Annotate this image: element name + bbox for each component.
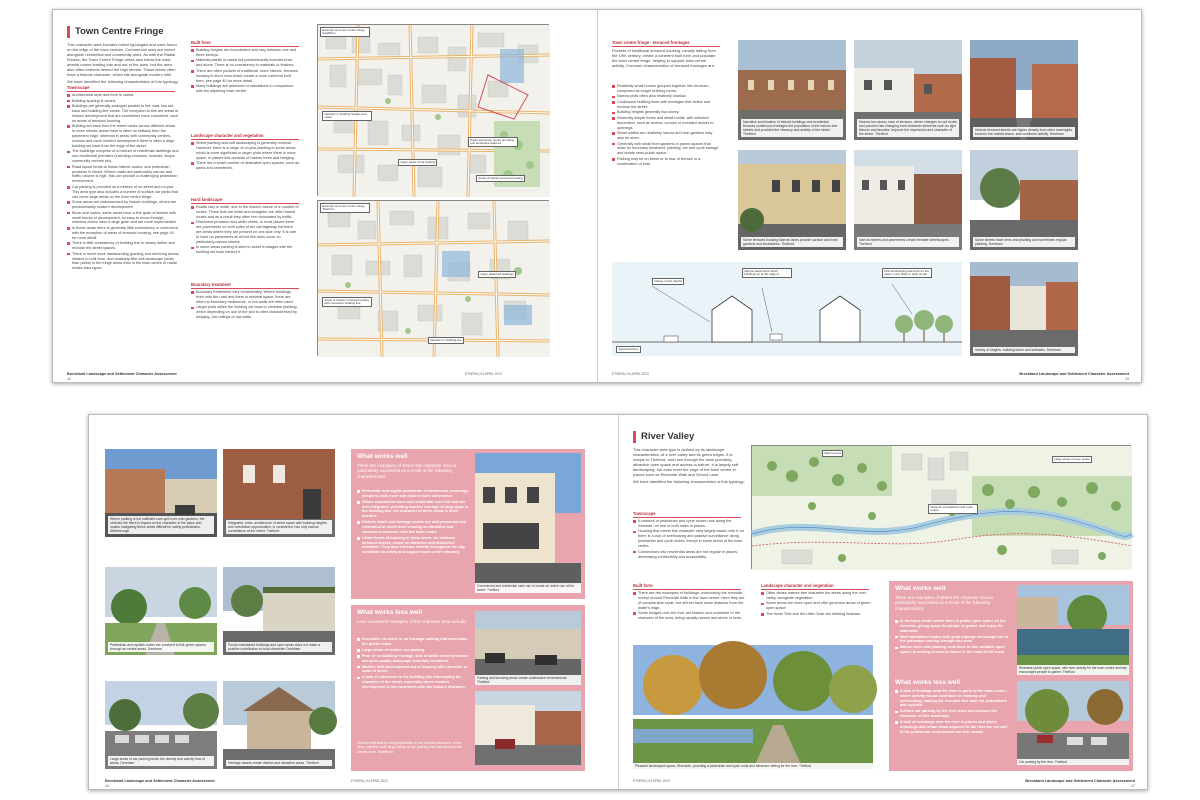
photo-caption: Commercial and residential uses mix to create an active use at the street. Thetford — [475, 583, 581, 593]
spread-2 — [88, 414, 1148, 790]
photo-riverside-path — [633, 645, 873, 769]
terrace-photo-image — [970, 262, 1078, 356]
list-item: There are often pockets of traditional, more historic, terraced housing in short rows which create a more coherent built form, see page 40 for more detail. — [191, 69, 299, 84]
photo-caption: Narrative combination of historic buildings and residential terraces continuous frontages the population of the narrow tree streets and provides the vibrancy and activity of the street. Thetford — [741, 119, 843, 137]
list-item: Building heights are inconsistent and vary between one and three storeys. — [191, 48, 299, 58]
parking-photo-image — [475, 611, 581, 685]
list-item: Continuous building lines with frontages that define and enclose the street. — [612, 100, 720, 110]
infill-photo-image — [475, 691, 581, 765]
page-number: 44 — [105, 784, 109, 788]
list-item: There is little consistency of building line to clearly define and enclose the street spaces. — [67, 241, 179, 251]
page-43 — [598, 10, 1143, 382]
section-heading: Hard landscape — [191, 197, 299, 204]
terrace-photo-image — [970, 150, 1078, 250]
list-item: Many buildings are detached or standalone in comparison with the adjoining town centre. — [191, 84, 299, 94]
list-item: Generally simple forms and detail motifs, with selected decoration, such as arches, cornice or moulded arches to openings. — [612, 116, 720, 131]
photo-terrace-1 — [738, 40, 846, 140]
boundary-list — [191, 290, 299, 340]
map-annotation: Parks and green space providing soft landscape features — [468, 137, 518, 147]
spread-1 — [52, 9, 1142, 383]
page-number: 43 — [1125, 377, 1129, 381]
section-annotation: Few landscaping elements on the street, more likely in back of plot — [882, 268, 932, 278]
terrace-photo-image — [854, 150, 962, 250]
list-item: Street widths are relatively narrow and rear gardens may also be short. — [612, 131, 720, 141]
map-annotation: Network of pedestrian and cycle routes — [928, 504, 978, 514]
map-annotation: Variation in building heights and styles — [322, 111, 372, 121]
photo-caption: Historic terraced streets are higher density from other townsights, found in the market towns, and continues activity. Dereham — [975, 128, 1073, 136]
map-annotation: Large areas of open space — [1052, 456, 1092, 463]
panel-heading: What works well — [357, 453, 408, 460]
intro-text: This character area type is defined by its landscape characteristics, of a river valley and its green edges. It is unique to Thetford, and runs through the town providing attractive open space and access to nature. It is largely soft landscaping, but does meet the edge of the town centre in places such as Riverside Walk and School Lane. — [633, 447, 739, 477]
typical-section-drawing — [612, 262, 962, 356]
photo-caption: Some streets have trees and planting and sometimes regular planting. Dereham — [973, 237, 1075, 247]
photo-caption: Heritage assets create distinct and attractive areas. Thetford — [226, 760, 332, 766]
footer-date: ETHERA | 04 APRIL 2023 — [633, 779, 670, 783]
photo-terrace-7 — [970, 262, 1078, 356]
list-item: There are a small number of dedicated open spaces, such as parks and cemeteries. — [191, 161, 299, 171]
list-item: The rivers Thet and the Little Ouse are defining features. — [761, 612, 873, 617]
list-item: Boundary treatments vary considerably. Where buildings front onto the road and there is minimal space, there are often no boundary treatments, or low walls are often used. — [191, 290, 299, 305]
photo-works-well — [475, 453, 581, 593]
intro-paragraph — [67, 42, 179, 82]
list-item: Poor or no building frontage, lack of active street presence and poor quality landscape boundary treatment. — [357, 654, 469, 664]
map-thetford — [317, 200, 549, 356]
photo-caption: Variety of heights, building forms and setbacks. Dereham — [973, 347, 1075, 353]
section-heading: Boundary treatment — [191, 282, 299, 289]
river-builtform-list — [633, 591, 745, 645]
list-item: Urban forms of housing in these areas, for instance terraced streets, create an attractive and distinctive character. They also increase activity throughout the day, contribute to safety and support town centre vibrancy. — [357, 536, 469, 555]
section-heading: Built form — [191, 40, 299, 47]
section-heading: Landscape character and vegetation — [191, 133, 299, 140]
river-landscape-list — [761, 591, 873, 631]
photo-fringe-6 — [223, 681, 335, 769]
list-item: Material palette is varied but predominantly includes brick and stone. There is no consistency in materials or finishes. — [191, 58, 299, 68]
list-item: Narrow plots often also relatively shallow. — [612, 94, 720, 99]
builtform-list — [191, 48, 299, 128]
terrace-photo-image — [738, 150, 846, 250]
list-item: A network of pedestrian and cycle routes runs along the riverside, on one or both sides in places. — [633, 519, 745, 529]
list-item: Some bridges over the river are historic and contribute to the character of the area, being usually narrow and stone or brick. — [633, 611, 745, 621]
list-item: There are few examples of buildings, overlooking the riverside, except around Riverside Walk in the town centre. Here they are of considerable scale, but still set back some distance from the water's edge. — [633, 591, 745, 611]
section-heading: Townscape — [633, 511, 741, 518]
photo-works-less-1 — [475, 611, 581, 685]
river-works-less-list — [895, 689, 1009, 736]
map-annotation: Large areas of car parking — [398, 159, 437, 166]
footer-title: Breckland Landscape and Settlement Character Assessment — [105, 779, 215, 783]
map-title-label: Example of a town centre fringe, Swaffham — [320, 27, 370, 37]
photo-fringe-3 — [105, 567, 217, 655]
photo-fringe-1 — [105, 449, 217, 537]
section-heading: Landscape character and vegetation — [761, 583, 869, 590]
photo-fringe-4 — [223, 567, 335, 655]
photo-fringe-5 — [105, 681, 217, 769]
photo-terrace-6 — [970, 150, 1078, 250]
list-item: Car parking is provided as a mixture of on-street and on-plot. This area type also includes a number of surface car parks that can cover large areas on the town centre fringe. — [67, 185, 179, 200]
list-item: Modern infill development out of keeping with character or scale of street. — [357, 665, 469, 675]
intro-text: We have identified the following characteristics of this typology: — [633, 479, 745, 484]
page-title: Town Centre Fringe — [67, 26, 164, 38]
photo-terrace-3 — [970, 40, 1078, 140]
list-item: Large areas of surface car parking. — [357, 648, 469, 653]
list-item: Some areas are more open and offer generous areas of green open space. — [761, 601, 873, 611]
list-item: Some areas are characterised by historic buildings, others are predominantly modern development. — [67, 200, 179, 210]
footer-date: ETHERA | 04 APRIL 2023 — [612, 372, 649, 376]
intro-text: We have identified the following characteristics of this typology: — [67, 79, 179, 84]
list-item: Pavement provision and width varies. In most places there are pavements on both sides of the carriageway but there are areas where they are present on one side only. It is rare to have no pavements at all but this does occur on particularly narrow streets. — [191, 220, 299, 245]
photo-caption: Some terraced housing Narrow lanes provide surface and front gardens and boundaries. Thetford — [741, 237, 843, 247]
list-item: Roads vary in width, due to the historic nature of a number of routes. Those that are wider and straighter are often transit routes and as a result they often feel dominated by traffic. — [191, 205, 299, 220]
list-item: Excessive on-street or on frontage parking that dominates the public realm. — [357, 637, 469, 647]
riverside-photo-image — [633, 645, 873, 769]
panel-intro: Less successful examples of this character area include: — [357, 619, 467, 624]
list-item: Often dense mature tree character the areas along the river valley, alongside vegetation. — [761, 591, 873, 601]
list-item: A lack of frontage onto the river in parts of the town centre, where activity would contribute to vibrancy and overlooking, making the riverside feel safer for pedestrians and cyclists. — [895, 689, 1009, 708]
photo-terrace-4 — [738, 150, 846, 250]
map-annotation: Large detached buildings — [478, 271, 516, 278]
list-item: In some areas parking is sited in-street frontages with the building set back behind it. — [191, 245, 299, 255]
list-item: Housing that meets this character area largely backs onto it, so there is a lack of overlooking and passive surveillance along pedestrian and cycle routes, except in some areas of the town centre. — [633, 529, 745, 549]
list-item: A lack of coherence in the building line interrupting the character of the street, especially where modern development is not consistent with the historic character. — [357, 675, 469, 689]
list-item: Building spacing is varied. — [67, 99, 179, 104]
footer-date: ETHERA | 04 APRIL 2023 — [351, 779, 388, 783]
footer-title: Breckland Landscape and Settlement Character Assessment — [1025, 779, 1135, 783]
river-townscape-list — [633, 519, 745, 575]
photo-fringe-2 — [223, 449, 335, 537]
section-heading: Town centre fringe - terraced frontages — [612, 40, 720, 47]
map-title-label: Example of a town centre fringe, Thetford — [320, 203, 370, 213]
terrace-photo-image — [970, 40, 1078, 140]
intro-paragraph — [633, 447, 745, 499]
list-item: Relatively small homes grouped together into terraces - composed as longer building forms. — [612, 84, 720, 94]
photo-caption: Parking and servicing areas create unattractive environments. Thetford — [475, 675, 581, 685]
list-item: The buildings comprise of a mixture of residential dwellings and non-residential premises (including churches, schools, shops, community centres etc). — [67, 149, 179, 164]
photo-terrace-2 — [854, 40, 962, 140]
page-number: 47 — [1131, 784, 1135, 788]
section-annotation: Narrow pavements which buildings sit at the edge of — [742, 268, 792, 278]
list-item: Building heights generally two storey. — [612, 110, 720, 115]
photo-river-open-space — [1017, 585, 1129, 675]
panel-intro: There are examples of where this character area is particularly successful as a result of the following characteristics: — [357, 463, 457, 479]
map-swaffham — [317, 24, 549, 196]
list-item: Street planting and soft landscaping is generally minimal. However, there is a range of on-plot planting in some areas, which is more significant in larger plots where there is more space. In places this consists of mature trees and hedging. — [191, 141, 299, 161]
townscape-list — [67, 93, 179, 365]
photo-caption: Large areas of car parking break the density and activity flow of areas. Dereham — [108, 756, 214, 766]
photo-caption: Pedestrian and cyclists routes are provided to link green spaces through an centre areas. Dereham — [108, 642, 214, 652]
landscape-list — [191, 141, 299, 193]
list-item: Mature trees and planting contribute to this valuable open space, providing access to nature in the heart of the town. — [895, 645, 1009, 655]
map-river-valley — [751, 445, 1131, 569]
photo-caption: Pleasant landscaped space, Riverside, providing a pedestrian and cycle route and attractive setting for the river. Thetford — [633, 763, 873, 769]
river-works-panel — [889, 581, 1133, 771]
footer-title: Breckland Landscape and Settlement Character Assessment — [1019, 372, 1129, 376]
list-item: Buildings are generally arranged parallel to the road, low set-back and building line varies. The exception to this are areas of historic development that are sometimes more consistent, such as areas of terraced housing. — [67, 104, 179, 124]
panel-heading: What works less well — [357, 609, 423, 616]
list-item: Building set back from the street varies across different areas. In more historic areas there is often no setback from the pavement edge, whereas in areas with community centres, schools and more modern development there is often a large building set back from the edge of the street. — [67, 124, 179, 149]
section-heading: Townscape — [67, 85, 175, 92]
list-item: Well maintained routes with good signage encourage use of the pathways running through this area. — [895, 635, 1009, 645]
photo-caption: Where parking is not sufficient cars spill over onto gardens, the vehicles the there is impact on the character of the place and makes navigating these areas difficult for safety pedestrians. Attleborough — [108, 516, 214, 534]
street-photo-image — [475, 453, 581, 585]
photo-river-parking — [1017, 681, 1129, 765]
photo-terrace-5 — [854, 150, 962, 250]
terraced-list — [612, 84, 720, 224]
works-less-panel — [351, 605, 585, 771]
intro-paragraph: Pockets of traditional terraced housing, usually dating from the 19th century, create a coherent built form and populate the town centre fringe, helping to support town centre activity. Common characteristics of terraced frontages are: — [612, 48, 716, 68]
page-number: 42 — [67, 377, 71, 381]
photo-caption: Poorly maintained buildings and open areas does not make a positive contribution to local character. Dereham — [226, 642, 332, 652]
list-item: There is much more hardstanding (parking and servicing areas) relative to built form, and relatively little soft landscape (other than parks) in the fringe areas than in the town centre or radial routes area types. — [67, 252, 179, 272]
photo-caption: Historic two-storey rows of terraces, where changes to roof levels and porches has changing front character elements such as light fixtures and facades. Improve the impression and character of the street. Thetford — [859, 120, 957, 136]
list-item: Larger plots utilise the building set back to increase planting, which depending on use of the plot is often characterised by hedging, low railings or low walls. — [191, 305, 299, 320]
river-works-well-list — [895, 619, 1009, 656]
panel-heading: What works less well — [895, 679, 961, 686]
hard-landscape-list — [191, 205, 299, 275]
section-heading: Built form — [633, 583, 741, 590]
photo-caption: Riverside public open space, with river activity for the town centre amenity encourages people to gather. Thetford — [1017, 665, 1129, 675]
panel-note: Modern infill that is not sympathetic to the historic character of the area, together with large areas of car parking that detract from the streetscene. Swaffham — [357, 741, 462, 754]
photo-caption: Car parking by the river. Thetford — [1017, 759, 1129, 765]
heritage-photo-image — [223, 681, 335, 769]
photo-works-less-2 — [475, 691, 581, 765]
page-title: River Valley — [633, 431, 694, 443]
works-well-panel — [351, 449, 585, 599]
intro-text: This character area includes mixed typologies and uses found on the edge of the town centres. Commercial uses are mixed alongside residential and community uses. As with the Radial Routes, the Town Centre Fringe areas also follow the main arterial routes leading into and out of the town, but the area also often extends behind the high streets. These areas often have a historic character, which sits alongside modern infill. — [67, 42, 177, 77]
list-item: Generally with small front gardens or paved spaces that allow for boundary treatment, planting, bin and cycle storage and create semi-public space. — [612, 142, 720, 157]
river-photo-image — [1017, 585, 1129, 675]
map-annotation: Mature trees — [822, 450, 843, 457]
page-42 — [53, 10, 598, 382]
panel-intro: There are examples of where the character area is particularly successful as a result of the following characteristics: — [895, 595, 994, 611]
page-44 — [89, 415, 619, 789]
list-item: Permeable and legible pedestrian environments encourage people to walk more and make it more convenient. — [357, 489, 469, 499]
map-annotation: Areas of historic terraced housing with consistent building line — [322, 297, 372, 307]
footer-date: ETHERA | 04 APRIL 2023 — [465, 372, 502, 376]
list-item: In the town centre where there is public open space on the riverside, giving space for people to gather and enjoy the waterside. — [895, 619, 1009, 633]
section-annotation: Variety of plot depths — [652, 278, 684, 285]
list-item: Block size varies, some areas have a fine grain of streets with small blocks of development, so easy to move through, whereas others have a large grain and are more impermeable. — [67, 211, 179, 226]
page-47 — [619, 415, 1149, 789]
list-item: Architectural style and form is varied. — [67, 93, 179, 98]
footer-title: Breckland Landscape and Settlement Character Assessment — [67, 372, 177, 376]
photo-caption: Narrow streets and pavements create intimate streetscapes. Thetford — [857, 237, 959, 247]
town-map-graphic — [318, 201, 550, 357]
section-caption: Typical Section — [616, 346, 641, 353]
list-item: Road layout tends to follow historic routes, and pedestrian provision is mixed. Where roads are particularly narrow and traffic volume is high, this can provide a challenging pedestrian environment. — [67, 165, 179, 185]
list-item: A lack of crossings over the river in places and where crossings and urban areas adjacent to the river are not well lit the pedestrian environment can feel unsafe. — [895, 720, 1009, 734]
photo-caption: Integrated, tests, architecture of street space with building heights, and orientation opportunities, is considered, has only natural surveillance of the street. Thetford — [226, 520, 332, 534]
list-item: Surface car parking by the river does not enhance the character of this landscape. — [895, 709, 1009, 719]
list-item: Historic fabric and heritage assets are well-preserved and celebrated at street level creating an attractive and consistent character with the town centre. — [357, 520, 469, 534]
works-less-list — [357, 637, 469, 691]
panel-heading: What works well — [895, 585, 946, 592]
list-item: Parking may be on street or to rear of terrace or a combination of both. — [612, 157, 720, 167]
list-item: In these areas there is generally little consistency or coherence, with the exception of areas of terraced housing, see page 40 for more detail. — [67, 226, 179, 241]
works-well-list — [357, 489, 469, 556]
map-annotation: Variation in building line — [428, 337, 464, 344]
map-annotation: Areas of historic terraced housing — [476, 175, 525, 182]
list-item: Where commercial uses and residential uses mix and are well integrated, providing inactive frontage at large gaps in the building line, the character of these areas is more positive. — [357, 500, 469, 519]
list-item: Connections into residential areas are not regular in places, decreasing connectivity and accessibility. — [633, 550, 745, 560]
parking-photo-image — [1017, 681, 1129, 765]
